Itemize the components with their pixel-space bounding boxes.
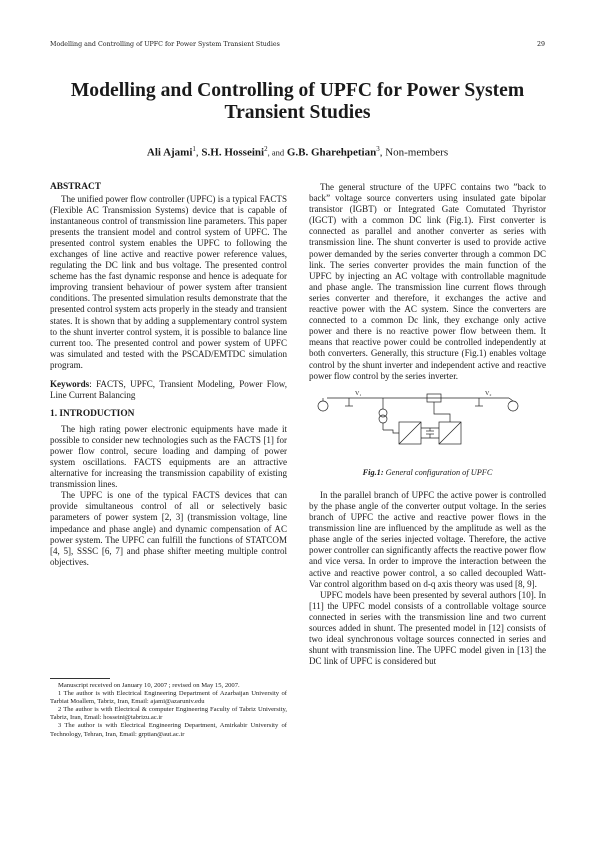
- right-paragraph-3: UPFC models have been presented by several authors [10]. In [11] the UPFC model consists of a controllable voltage source connected in series with the transmission line and two current sources added in shunt. The presented model in [12] consists of two ideal synchronous voltage sources connected in series and shunt with transmission line. The UPFC model given in [13] the DC link of UPFC is considered but: [309, 589, 546, 667]
- figure-caption: [309, 467, 546, 478]
- right-column: [309, 182, 546, 667]
- author-2: S.H. Hosseini: [201, 146, 265, 159]
- footnotes: [50, 678, 287, 739]
- figure-caption-label: Fig.1:: [362, 467, 384, 477]
- figure-label-v1: V₁: [355, 390, 362, 397]
- footnote-author-1: 1 The author is with Electrical Engineering Department of Azarbaijan University of Tarbiat Moallem, Tabriz, Iran, Email: ajami@azaruniv.edu: [50, 690, 287, 706]
- sending-source-symbol: [318, 401, 328, 411]
- upfc-configuration-figure: [309, 386, 546, 454]
- footnote-author-2: 2 The author is with Electrical & computer Engineering Faculty of Tabriz University, Tabriz, Iran, Email: hosseini@tabrizu.ac.ir: [50, 706, 287, 722]
- page-number: 29: [536, 41, 545, 48]
- author-conjunction: , and: [267, 147, 285, 158]
- author-status: , Non-members: [379, 146, 449, 159]
- author-1-mark: 1: [192, 145, 196, 153]
- footnote-rule: [50, 678, 110, 679]
- abstract-text: The unified power flow controller (UPFC) is a typical FACTS (Flexible AC Transmission Systems) device that is capable of instantaneous control of transmission line parameters. This paper presents the transient model and control system of UPFC. The presented control system enables the UPFC to following the exchanges of line active and reactive power reference values, regulating the DC link and bus voltage. The presented control scheme has the fast dynamic response and hence is adequate for improving transient behaviour of power system after transient conditions. The presented simulation results demonstrate that the presented control system acts properly in the steady and transient states. It is shown that by adding a supplementary control system to the shunt inverter control system, it is possible to balance line current too. The presented control and power system of UPFC was simulated and tested with the PSCAD/EMTDC simulation program.: [50, 193, 287, 370]
- keywords-label: Keywords: [50, 379, 90, 389]
- author-3-mark: 3: [376, 145, 380, 153]
- running-head: [50, 41, 545, 53]
- intro-heading: 1. INTRODUCTION: [50, 409, 135, 420]
- footnote-manuscript: Manuscript received on January 10, 2007 ; revised on May 15, 2007.: [58, 682, 240, 689]
- left-column: [50, 182, 287, 568]
- right-paragraph-2: In the parallel branch of UPFC the active power is controlled by the phase angle of the converter output voltage. In the series branch of UPFC the active and reactive power flows in the transmission line are influenced by the amplitude as well as the phase angle of the series injected voltage. Therefore, the active power controller can significantly affects the reactive power flow and vice versa. In order to improve the interaction between the active and reactive power control, a so called decoupled Watt-Var control algorithm based on d-q axis theory was used [8, 9].: [309, 489, 546, 589]
- keywords: [50, 379, 287, 401]
- intro-paragraph-2: The UPFC is one of the typical FACTS devices that can provide simultaneous control of all or selectively basic parameters of power system [2, 3] (transmission voltage, line impedance and phase angle) and dynamic compensation of AC power system. The UPFC can fulfill the functions of STATCOM [4, 5], SSSC [6, 7] and phase shifter meeting multiple control objectives.: [50, 490, 287, 567]
- author-1: Ali Ajami: [146, 146, 193, 159]
- running-title: Modelling and Controlling of UPFC for Power System Transient Studies: [50, 41, 280, 48]
- author-3: G.B. Gharehpetian: [286, 146, 377, 159]
- footnote-author-3: 3 The author is with Electrical Engineering Department, Amirkabir University of Technology, Tehran, Iran, Email: grptian@aut.ac.ir: [50, 722, 287, 738]
- abstract-heading: ABSTRACT: [50, 182, 102, 192]
- paper-title: Modelling and Controlling of UPFC for Power System Transient Studies: [70, 80, 525, 123]
- author-2-mark: 2: [264, 145, 268, 153]
- right-paragraph-1: The general structure of the UPFC contains two ”back to back” voltage source converters using insulated gate bipolar transistor (IGBT) or Integrated Gate Comutated Thyristor (IGCT) with a common DC link (Fig.1). First converter is connected as parallel and another converter as series with transmission line. The shunt converter is used to provide active power demanded by the series converter through a common DC link. The series converter provides the main function of the UPFC by injecting an AC voltage with controllable magnitude and phase angle. The transmission line current flows through series converter and therefore, it exchanges the active and reactive power with the AC system. Since the converters are connected to a common Dc link, they exchange only active power and there is no reactive power flow between them. It means that reactive power could be controlled independently at both converters. Generally, this structure (Fig.1) enables voltage control by the shunt inverter and independent active and reactive power flow control by the series inverter.: [309, 182, 546, 381]
- receiving-source-symbol: [508, 401, 518, 411]
- figure-label-v2: V₂: [485, 390, 492, 397]
- keywords-text: : FACTS, UPFC, Transient Modeling, Power Flow, Line Current Balancing: [50, 379, 287, 401]
- author-line: Ali Ajami$^1$, S.H. Hosseini$^2$, and G.B. Gharehpetian$^3$, Non-members: [146, 145, 449, 159]
- figure-caption-text: General configuration of UPFC: [383, 467, 493, 477]
- intro-paragraph-1: The high rating power electronic equipments have made it possible to consider new technologies such as the FACTS [1] for power flow control, secure loading and damping of power system oscillations. FACTS equipments are an attractive alternative for increasing the transmission capability of existing transmission lines.: [50, 423, 287, 490]
